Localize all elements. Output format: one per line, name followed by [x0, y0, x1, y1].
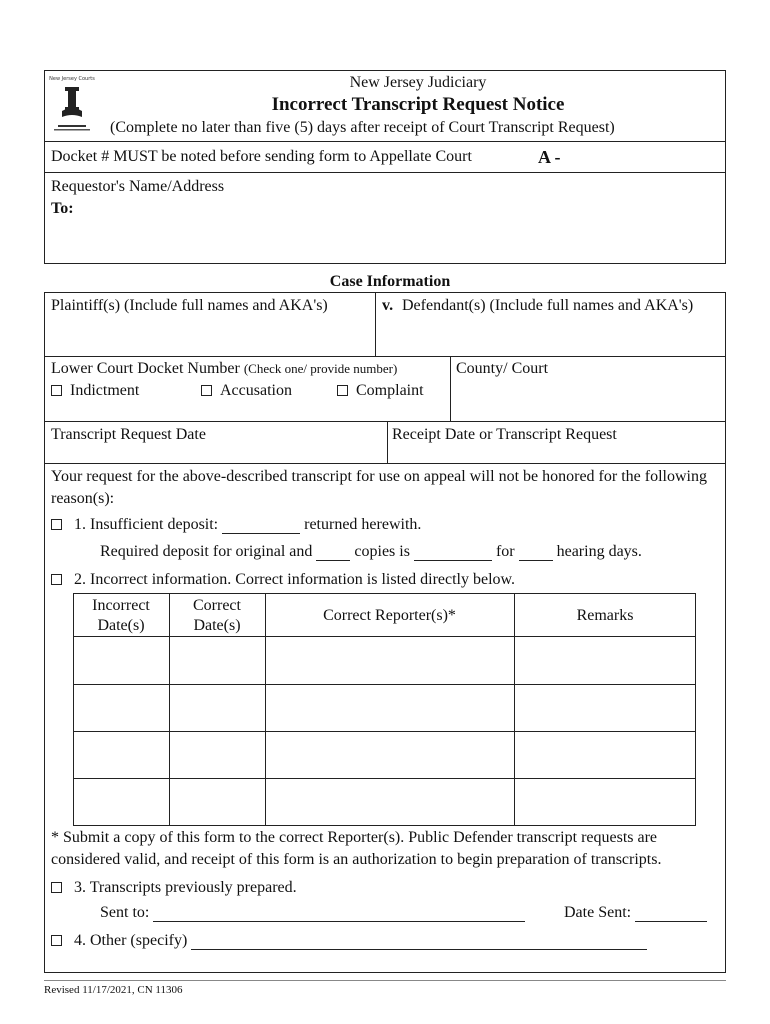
header-remarks: Remarks [576, 607, 634, 624]
reason-1-text-b: returned herewith. [304, 516, 422, 533]
header-correct-line2: Date(s) [193, 617, 241, 634]
defendant-input[interactable] [380, 318, 720, 352]
reason-1-line2-a: Required deposit for original and [100, 543, 313, 560]
reason-1-line2-c: for [495, 543, 515, 560]
table-row[interactable] [74, 637, 695, 683]
requestor-label: Requestor's Name/Address [51, 178, 225, 195]
sent-to-row [100, 904, 525, 922]
request-date-label: Transcript Request Date [51, 426, 206, 443]
other-specify-input[interactable] [191, 935, 647, 950]
form-title: Incorrect Transcript Request Notice [271, 94, 565, 115]
deposit-input[interactable] [222, 519, 300, 534]
complaint-checkbox[interactable] [337, 385, 348, 396]
docket-label: Docket # MUST be noted before sending form to Appellate Court [51, 148, 472, 165]
versus-label: v. [382, 297, 394, 314]
revised-footer: Revised 11/17/2021, CN 11306 [44, 984, 183, 996]
reason-4-text: Other (specify) [90, 932, 188, 949]
header-correct-dates [169, 596, 265, 636]
reason-1-line2-d: hearing days. [556, 543, 642, 560]
option-accusation[interactable] [201, 382, 292, 400]
reason-4-checkbox[interactable] [51, 935, 62, 946]
reason-3-number: 3. [74, 879, 86, 896]
reporter-note-line2: considered valid, and receipt of this form is an authorization to begin preparation of transcripts. [51, 851, 662, 868]
reason-1-text-a: Insufficient deposit: [90, 516, 219, 533]
lower-court-label [51, 360, 397, 378]
header-incorrect-line2: Date(s) [97, 617, 145, 634]
reason-2 [51, 571, 515, 589]
reason-4-number: 4. [74, 932, 86, 949]
date-sent-input[interactable] [635, 907, 707, 922]
defendant-label: Defendant(s) (Include full names and AKA's) [402, 297, 694, 314]
reason-1-line2-b: copies is [354, 543, 410, 560]
table-row[interactable] [74, 779, 695, 825]
header-incorrect-dates [73, 596, 169, 636]
svg-text:New Jersey Courts: New Jersey Courts [49, 76, 95, 82]
table-row[interactable] [74, 732, 695, 777]
header-correct-line1: Correct [193, 597, 241, 614]
receipt-date-label: Receipt Date or Transcript Request [392, 426, 617, 443]
required-deposit-input[interactable] [414, 546, 492, 561]
lower-court-hint: (Check one/ provide number) [243, 361, 398, 376]
reporter-note-line1: * Submit a copy of this form to the correct Reporter(s). Public Defender transcript requests are [51, 829, 658, 846]
reason-1-number: 1. [74, 516, 86, 533]
header-correct-reporters: Correct Reporter(s)* [323, 607, 456, 624]
reason-1 [51, 516, 421, 534]
plaintiff-input[interactable] [50, 318, 368, 352]
form-subtitle: (Complete no later than five (5) days after receipt of Court Transcript Request) [110, 119, 615, 136]
reason-3-text: Transcripts previously prepared. [89, 879, 297, 896]
complaint-label: Complaint [356, 382, 424, 399]
date-sent-label: Date Sent: [564, 904, 632, 921]
header-incorrect-line1: Incorrect [92, 597, 150, 614]
reason-3-checkbox[interactable] [51, 882, 62, 893]
reason-3 [51, 879, 297, 897]
seal-logo [48, 73, 96, 133]
date-sent-row [564, 904, 707, 922]
to-label: To: [51, 200, 74, 217]
county-court-label: County/ Court [456, 360, 549, 377]
sent-to-label: Sent to: [100, 904, 150, 921]
sent-to-input[interactable] [153, 907, 525, 922]
reason-4 [51, 932, 647, 950]
plaintiff-label: Plaintiff(s) (Include full names and AKA's) [51, 297, 328, 314]
reason-2-checkbox[interactable] [51, 574, 62, 585]
docket-prefix: A - [538, 147, 561, 167]
org-name: New Jersey Judiciary [349, 74, 487, 91]
option-indictment[interactable] [51, 382, 139, 400]
reason-2-number: 2. [74, 571, 86, 588]
table-row[interactable] [74, 685, 695, 730]
option-complaint[interactable] [337, 382, 424, 400]
lower-court-label-text: Lower Court Docket Number [51, 360, 240, 377]
accusation-checkbox[interactable] [201, 385, 212, 396]
reasons-intro: Your request for the above-described transcript for use on appeal will not be honored for the following reason(s): [51, 468, 707, 507]
reason-1-checkbox[interactable] [51, 519, 62, 530]
reason-1-line2 [100, 543, 642, 561]
reason-2-text: Incorrect information. Correct information is listed directly below. [90, 571, 516, 588]
indictment-label: Indictment [70, 382, 140, 399]
requestor-address-input[interactable] [90, 198, 710, 258]
case-info-title: Case Information [329, 273, 451, 290]
docket-input[interactable] [575, 145, 720, 169]
accusation-label: Accusation [220, 382, 292, 399]
hearing-days-input[interactable] [519, 546, 553, 561]
indictment-checkbox[interactable] [51, 385, 62, 396]
copies-input[interactable] [316, 546, 350, 561]
